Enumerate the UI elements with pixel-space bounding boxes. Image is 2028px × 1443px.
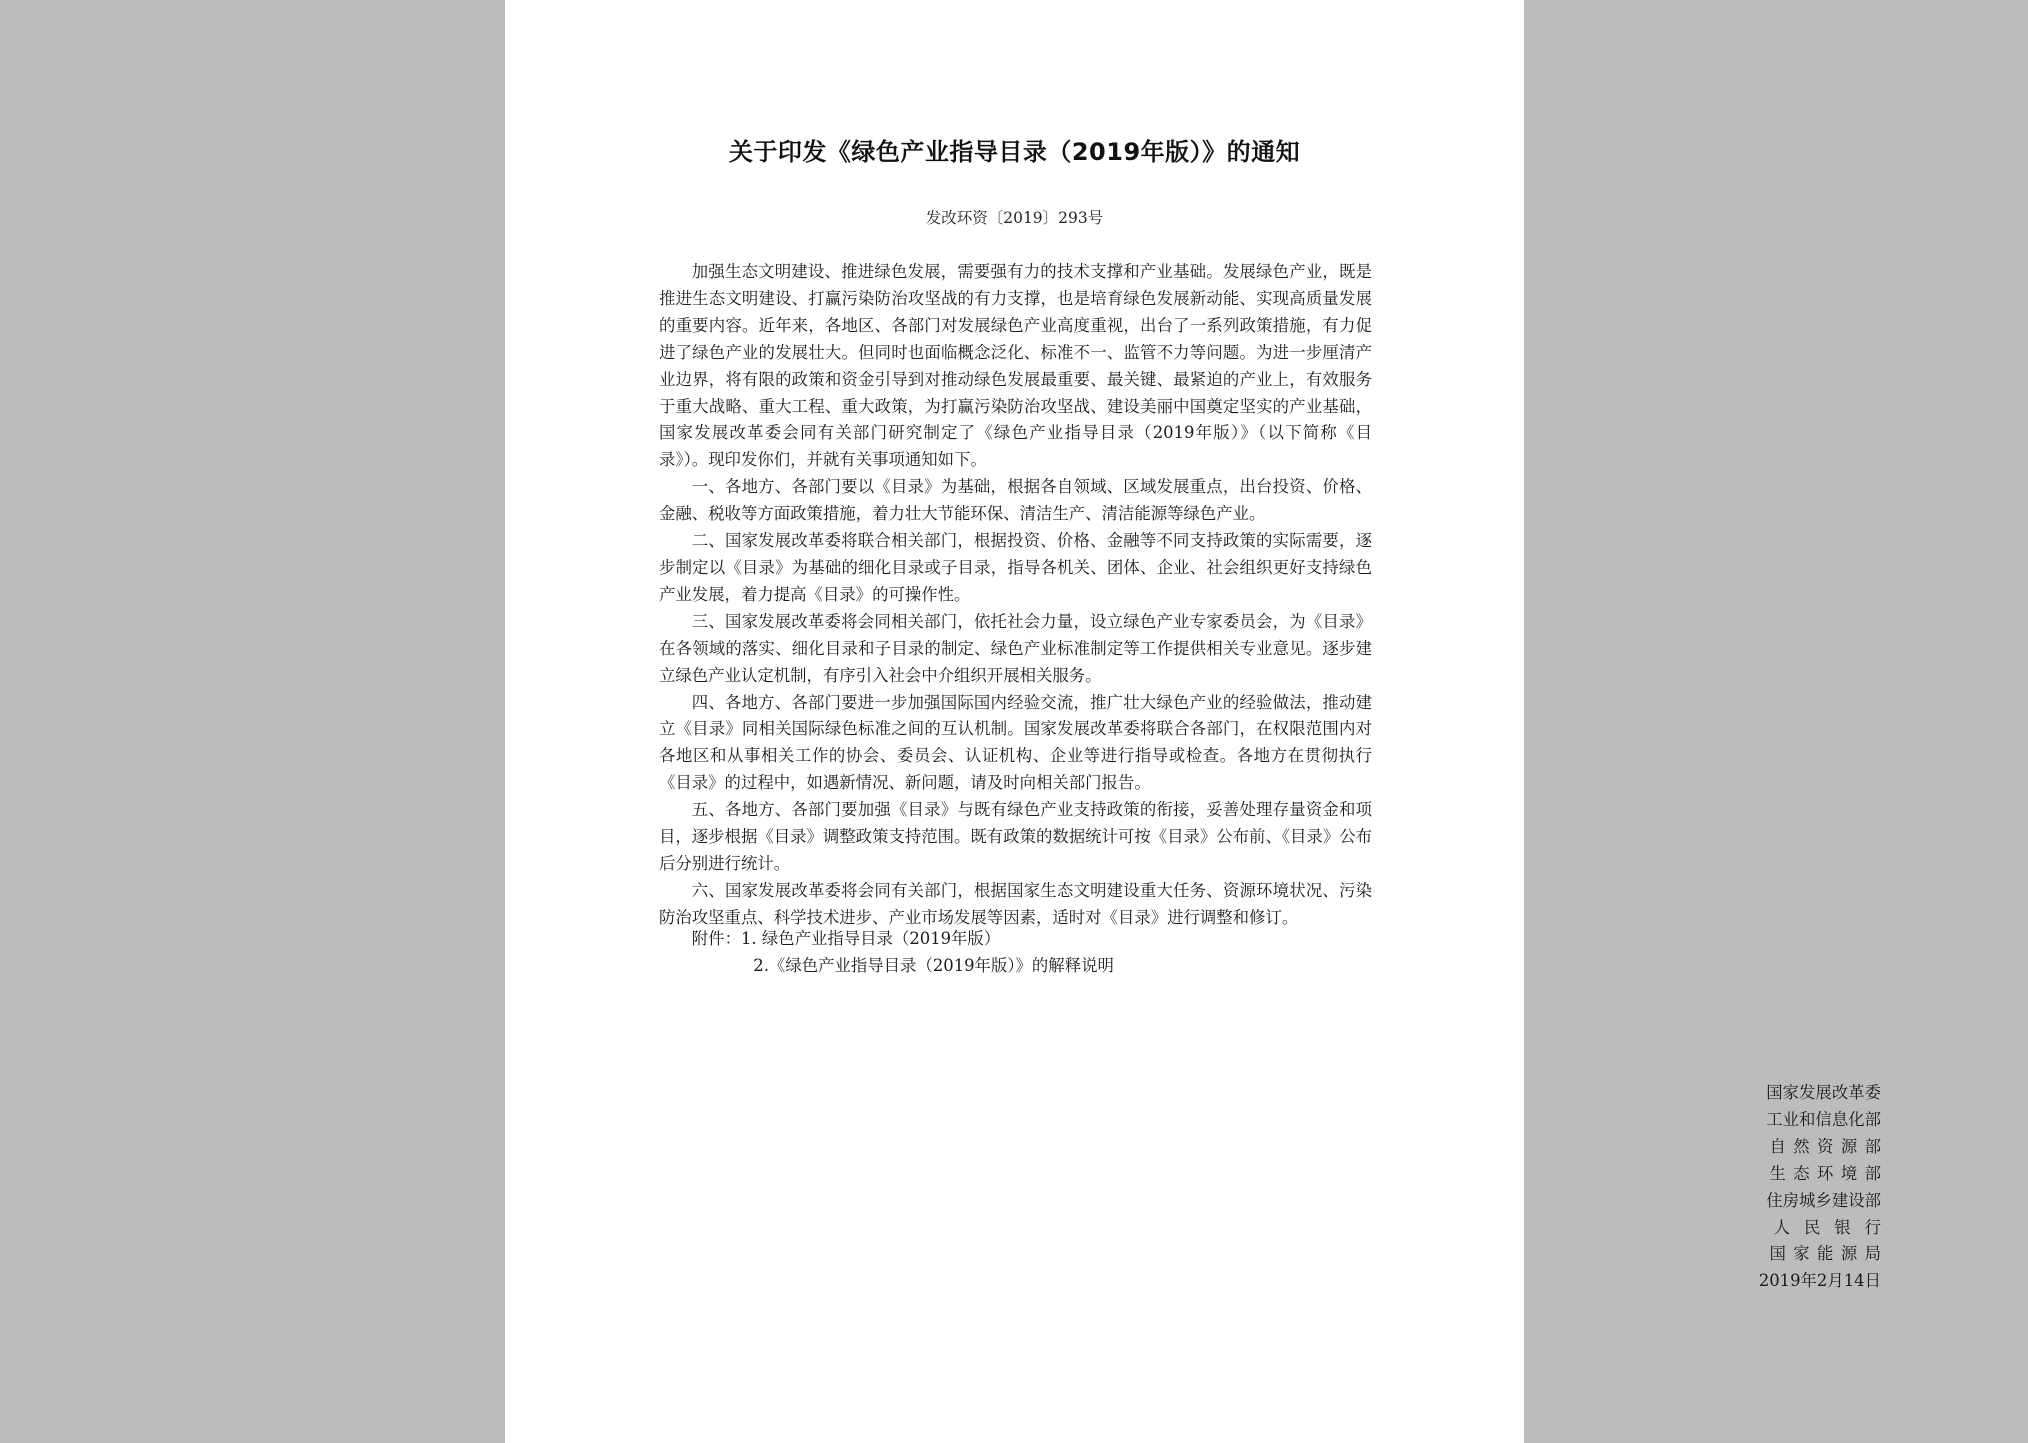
body-paragraph-2: 二、国家发展改革委将联合相关部门，根据投资、价格、金融等不同支持政策的实际需要，逐步制定以《目录》为基础的细化目录或子目录，指导各机关、团体、企业、社会组织更好支持绿色产业发展，着力提高《目录》的可操作性。 [659, 531, 1372, 604]
body-paragraph-5: 五、各地方、各部门要加强《目录》与既有绿色产业支持政策的衔接，妥善处理存量资金和项目，逐步根据《目录》调整政策支持范围。既有政策的数据统计可按《目录》公布前、《目录》公布后分别进行统计。 [659, 800, 1372, 873]
document-title: 关于印发《绿色产业指导目录（2019年版）》的通知 [728, 138, 1301, 166]
signatory-block [1681, 1080, 1895, 1295]
signatory-nea: 国家能源局 [1769, 1244, 1889, 1264]
attachment-item [659, 926, 1372, 953]
body-paragraph-4: 四、各地方、各部门要进一步加强国际国内经验交流，推广壮大绿色产业的经验做法，推动建立《目录》同相关国际绿色标准之间的互认机制。国家发展改革委将联合各部门，在权限范围内对各地区和从事相关工作的协会、委员会、认证机构、企业等进行指导或检查。各地方在贯彻执行《目录》的过程中，如遇新情况、新问题，请及时向相关部门报告。 [659, 692, 1372, 793]
signatory-pboc: 人民银行 [1773, 1217, 1895, 1237]
attachment-item-1: 1. 绿色产业指导目录（2019年版） [740, 929, 1001, 948]
signatory-mohurd: 住房城乡建设部 [1766, 1190, 1881, 1210]
document-body [659, 259, 1372, 932]
body-paragraph-1: 一、各地方、各部门要以《目录》为基础，根据各自领域、区域发展重点，出台投资、价格、金融、税收等方面政策措施，着力壮大节能环保、清洁生产、清洁能源等绿色产业。 [659, 477, 1372, 524]
signatory-mee: 生态环境部 [1769, 1163, 1889, 1183]
body-paragraph-3: 三、国家发展改革委将会同相关部门，依托社会力量，设立绿色产业专家委员会，为《目录》在各领域的落实、细化目录和子目录的制定、绿色产业标准制定等工作提供相关专业意见。逐步建立绿色产业认定机制，有序引入社会中介组织开展相关服务。 [659, 611, 1372, 685]
document-number: 发改环资〔2019〕293号 [925, 209, 1104, 227]
document-date: 2019年2月14日 [1758, 1271, 1881, 1291]
attachments-list [659, 926, 1372, 980]
body-paragraph-6: 六、国家发展改革委将会同有关部门，根据国家生态文明建设重大任务、资源环境状况、污染防治攻坚重点、科学技术进步、产业市场发展等因素，适时对《目录》进行调整和修订。 [659, 880, 1372, 927]
attachments-label: 附件： [691, 929, 741, 948]
signatory-mnr: 自然资源部 [1769, 1136, 1889, 1156]
attachment-item-2: 2.《绿色产业指导目录（2019年版）》的解释说明 [753, 955, 1114, 975]
signatory-ndrc: 国家发展改革委 [1766, 1083, 1881, 1102]
attachment-item [659, 953, 1372, 980]
document-page [505, 0, 1895, 1443]
signatory-miit: 工业和信息化部 [1766, 1109, 1881, 1129]
body-paragraph-intro: 加强生态文明建设、推进绿色发展，需要强有力的技术支撑和产业基础。发展绿色产业，既是推进生态文明建设、打赢污染防治攻坚战的有力支撑，也是培育绿色发展新动能、实现高质量发展的重要内容。近年来，各地区、各部门对发展绿色产业高度重视，出台了一系列政策措施，有力促进了绿色产业的发展壮大。但同时也面临概念泛化、标准不一、监管不力等问题。为进一步厘清产业边界，将有限的政策和资金引导到对推动绿色发展最重要、最关键、最紧迫的产业上，有效服务于重大战略、重大工程、重大政策，为打赢污染防治攻坚战、建设美丽中国奠定坚实的产业基础，国家发展改革委会同有关部门研究制定了《绿色产业指导目录（2019年版）》（以下简称《目录》）。现印发你们，并就有关事项通知如下。 [659, 262, 1372, 470]
